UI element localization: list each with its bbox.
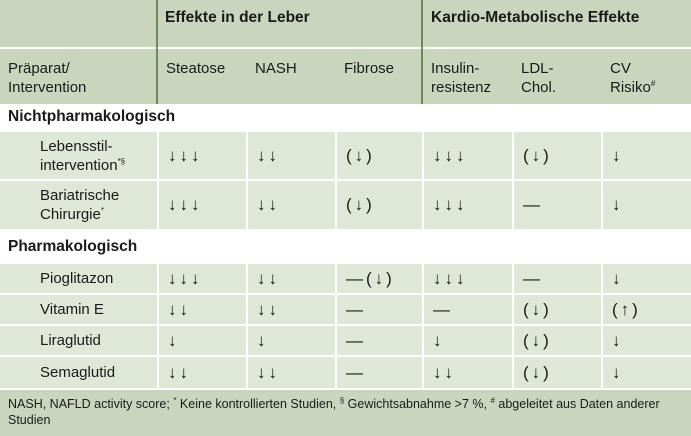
column-header-insulin-line2: resistenz <box>431 79 492 96</box>
cell-steatose: ↓↓ <box>157 295 246 324</box>
cell-cv: ↓ <box>601 132 691 179</box>
row-name: Lebensstil- intervention*§ <box>40 137 126 174</box>
table-row <box>0 179 691 229</box>
cell-fibrose: — <box>335 357 422 388</box>
row-name: Liraglutid <box>40 332 101 349</box>
header-column-row <box>0 47 691 104</box>
cell-fibrose: —(↓) <box>335 264 422 293</box>
header-divider-1 <box>156 0 158 104</box>
cell-insulin: ↓↓↓ <box>422 264 512 293</box>
column-header-cv-line2: Risiko <box>610 79 651 96</box>
table-row <box>0 355 691 388</box>
column-header-insulin <box>431 59 491 97</box>
column-header-cv <box>610 59 655 97</box>
cell-steatose: ↓↓↓ <box>157 132 246 179</box>
column-header-steatose: Steatose <box>166 60 226 77</box>
cell-steatose: ↓↓ <box>157 357 246 388</box>
column-header-ldl-line1: LDL- <box>521 60 554 77</box>
cell-fibrose: (↓) <box>335 132 422 179</box>
cell-nash: ↓↓ <box>246 132 335 179</box>
cell-fibrose: — <box>335 295 422 324</box>
table-row <box>0 324 691 355</box>
cell-steatose: ↓ <box>157 326 246 355</box>
cell-nash: ↓ <box>246 326 335 355</box>
column-header-intervention-line2: Intervention <box>8 79 87 96</box>
row-name: Vitamin E <box>40 301 104 318</box>
cell-nash: ↓↓ <box>246 357 335 388</box>
cell-nash: ↓↓ <box>246 264 335 293</box>
cell-ldl: (↓) <box>512 295 601 324</box>
cell-ldl: (↓) <box>512 357 601 388</box>
cell-steatose: ↓↓↓ <box>157 264 246 293</box>
cell-ldl: (↓) <box>512 132 601 179</box>
cell-fibrose: (↓) <box>335 181 422 229</box>
cell-nash: ↓↓ <box>246 295 335 324</box>
cell-cv: (↑) <box>601 295 691 324</box>
cell-ldl: (↓) <box>512 326 601 355</box>
group-header-cardio: Kardio-Metabolische Effekte <box>431 9 640 26</box>
cell-cv: ↓ <box>601 326 691 355</box>
column-header-intervention <box>8 59 86 97</box>
column-header-ldl-line2: Chol. <box>521 79 557 96</box>
column-header-nash: NASH <box>255 60 297 77</box>
cell-fibrose: — <box>335 326 422 355</box>
cell-insulin: ↓↓↓ <box>422 132 512 179</box>
cell-ldl: — <box>512 181 601 229</box>
column-header-fibrose: Fibrose <box>344 60 395 77</box>
table-row <box>0 293 691 324</box>
section-title-pharm: Pharmakologisch <box>0 234 691 260</box>
header-divider-2 <box>421 0 423 104</box>
column-header-cv-line1: CV <box>610 60 631 77</box>
cell-insulin: — <box>422 295 512 324</box>
header-group-row <box>0 0 691 47</box>
row-name: Bariatrische Chirurgie* <box>40 187 120 223</box>
cell-nash: ↓↓ <box>246 181 335 229</box>
table-row <box>0 262 691 293</box>
cell-steatose: ↓↓↓ <box>157 181 246 229</box>
cell-insulin: ↓↓↓ <box>422 181 512 229</box>
column-header-intervention-line1: Präparat/ <box>8 60 70 77</box>
cell-cv: ↓ <box>601 181 691 229</box>
column-header-ldl <box>521 59 556 97</box>
table-footnote: NASH, NAFLD activity score; * Keine kontrollierten Studien, § Gewichtsabnahme >7 %, # abgeleitet aus Daten anderer Studien <box>0 388 691 436</box>
row-name: Semaglutid <box>40 364 116 381</box>
cell-insulin: ↓ <box>422 326 512 355</box>
column-header-insulin-line1: Insulin- <box>431 60 480 77</box>
column-header-cv-mark: # <box>650 79 656 88</box>
table-row <box>0 130 691 179</box>
cell-cv: ↓ <box>601 264 691 293</box>
group-header-liver: Effekte in der Leber <box>165 9 310 26</box>
cell-insulin: ↓↓ <box>422 357 512 388</box>
cell-cv: ↓ <box>601 357 691 388</box>
row-name: Pioglitazon <box>40 270 114 287</box>
cell-ldl: — <box>512 264 601 293</box>
section-title-nonpharm: Nichtpharmakologisch <box>0 104 691 130</box>
